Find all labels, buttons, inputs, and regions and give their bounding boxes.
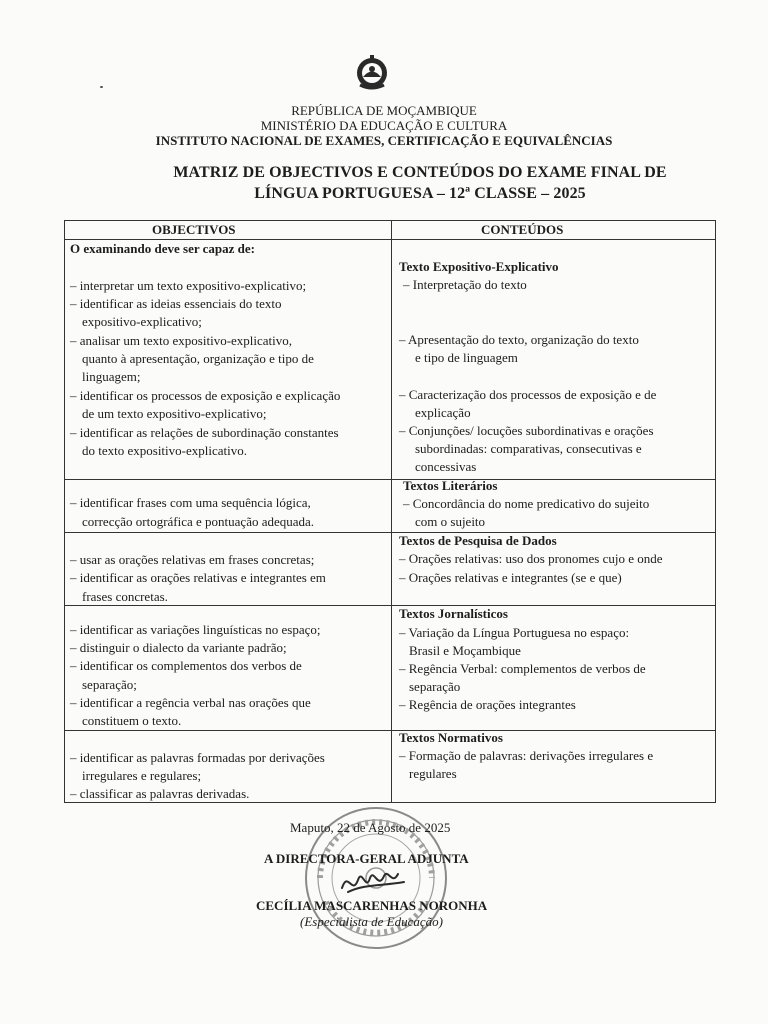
objective-line: – identificar as orações relativas e integrantes em (70, 570, 326, 585)
content-line: – Regência de orações integrantes (399, 697, 576, 712)
content-heading: Textos de Pesquisa de Dados (399, 533, 557, 548)
content-line: regulares (409, 766, 457, 781)
content-heading: Textos Normativos (399, 730, 503, 745)
content-line: separação (409, 679, 461, 694)
objective-line: – identificar os processos de exposição e explicação (70, 388, 341, 403)
objective-line: – identificar frases com uma sequência lógica, (70, 495, 311, 510)
objective-line: – identificar as palavras formadas por derivações (70, 750, 325, 765)
content-line: – Variação da Língua Portuguesa no espaço: (399, 625, 630, 640)
content-line: – Concordância do nome predicativo do sujeito (403, 496, 650, 511)
objective-line: – distinguir o dialecto da variante padrão; (70, 640, 287, 655)
content-heading: Textos Literários (403, 478, 498, 493)
content-line: – Apresentação do texto, organização do texto (399, 332, 639, 347)
content-line: – Orações relativas e integrantes (se e que) (399, 570, 622, 585)
signatory-role: (Especialista de Educação) (300, 914, 443, 929)
content-line: explicação (415, 405, 471, 420)
content-heading: Texto Expositivo-Explicativo (399, 259, 559, 274)
column-header-conteudos: CONTEÚDOS (481, 222, 564, 237)
content-line: – Interpretação do texto (403, 277, 527, 292)
objective-line: – classificar as palavras derivadas. (70, 786, 250, 801)
content-line: – Orações relativas: uso dos pronomes cujo e onde (399, 551, 663, 566)
objective-line: – identificar as ideias essenciais do texto (70, 296, 282, 311)
content-line: com o sujeito (415, 514, 486, 529)
objective-line: frases concretas. (82, 589, 168, 604)
handwritten-signature-icon (338, 862, 408, 900)
objective-line: linguagem; (82, 369, 141, 384)
objective-line: irregulares e regulares; (82, 768, 202, 783)
objective-line: constituem o texto. (82, 713, 182, 728)
document-title-line1: MATRIZ DE OBJECTIVOS E CONTEÚDOS DO EXAME FINAL DE (173, 164, 667, 181)
objectives-intro: O examinando deve ser capaz de: (70, 241, 255, 256)
objective-line: correcção ortográfica e pontuação adequada. (82, 514, 315, 529)
content-line: concessivas (415, 459, 477, 474)
header-republic: REPÚBLICA DE MOÇAMBIQUE (291, 103, 477, 118)
objective-line: – usar as orações relativas em frases concretas; (70, 552, 315, 567)
content-line: Brasil e Moçambique (409, 643, 521, 658)
objective-line: – identificar as variações linguísticas no espaço; (70, 622, 321, 637)
objective-line: – analisar um texto expositivo-explicativo, (70, 333, 293, 348)
content-line: subordinadas: comparativas, consecutivas e (415, 441, 642, 456)
column-header-objectivos: OBJECTIVOS (152, 222, 236, 237)
signatory-name: CECÍLIA MASCARENHAS NORONHA (256, 898, 488, 913)
content-line: – Regência Verbal: complementos de verbos de (399, 661, 646, 676)
objective-line: – identificar os complementos dos verbos de (70, 658, 302, 673)
objective-line: de um texto expositivo-explicativo; (82, 406, 267, 421)
content-line: – Formação de palavras: derivações irregulares e (399, 748, 654, 763)
content-heading: Textos Jornalísticos (399, 606, 508, 621)
header-ministry: MINISTÉRIO DA EDUCAÇÃO E CULTURA (260, 118, 508, 133)
place-date: Maputo, 22 de Agosto de 2025 (290, 820, 451, 835)
objective-line: – identificar as relações de subordinação constantes (70, 425, 339, 440)
objective-line: do texto expositivo-explicativo. (82, 443, 247, 458)
document-title-line2: LÍNGUA PORTUGUESA – 12ª CLASSE – 2025 (254, 185, 586, 202)
header-institute: INSTITUTO NACIONAL DE EXAMES, CERTIFICAÇÃO E EQUIVALÊNCIAS (155, 133, 613, 148)
scan-speck (100, 86, 103, 88)
content-line: e tipo de linguagem (415, 350, 518, 365)
table-column-divider (391, 220, 392, 803)
objective-line: separação; (82, 677, 137, 692)
signatory-title: A DIRECTORA-GERAL ADJUNTA (264, 851, 469, 866)
objective-line: quanto à apresentação, organização e tipo de (82, 351, 314, 366)
objective-line: expositivo-explicativo; (82, 314, 202, 329)
table-row-divider (64, 479, 716, 480)
objective-line: – interpretar um texto expositivo-explicativo; (70, 278, 307, 293)
content-line: – Caracterização dos processos de exposição e de (399, 387, 657, 402)
objective-line: – identificar a regência verbal nas orações que (70, 695, 311, 710)
content-line: – Conjunções/ locuções subordinativas e orações (399, 423, 654, 438)
mozambique-emblem-icon (352, 52, 392, 92)
table-row-divider (64, 532, 716, 533)
